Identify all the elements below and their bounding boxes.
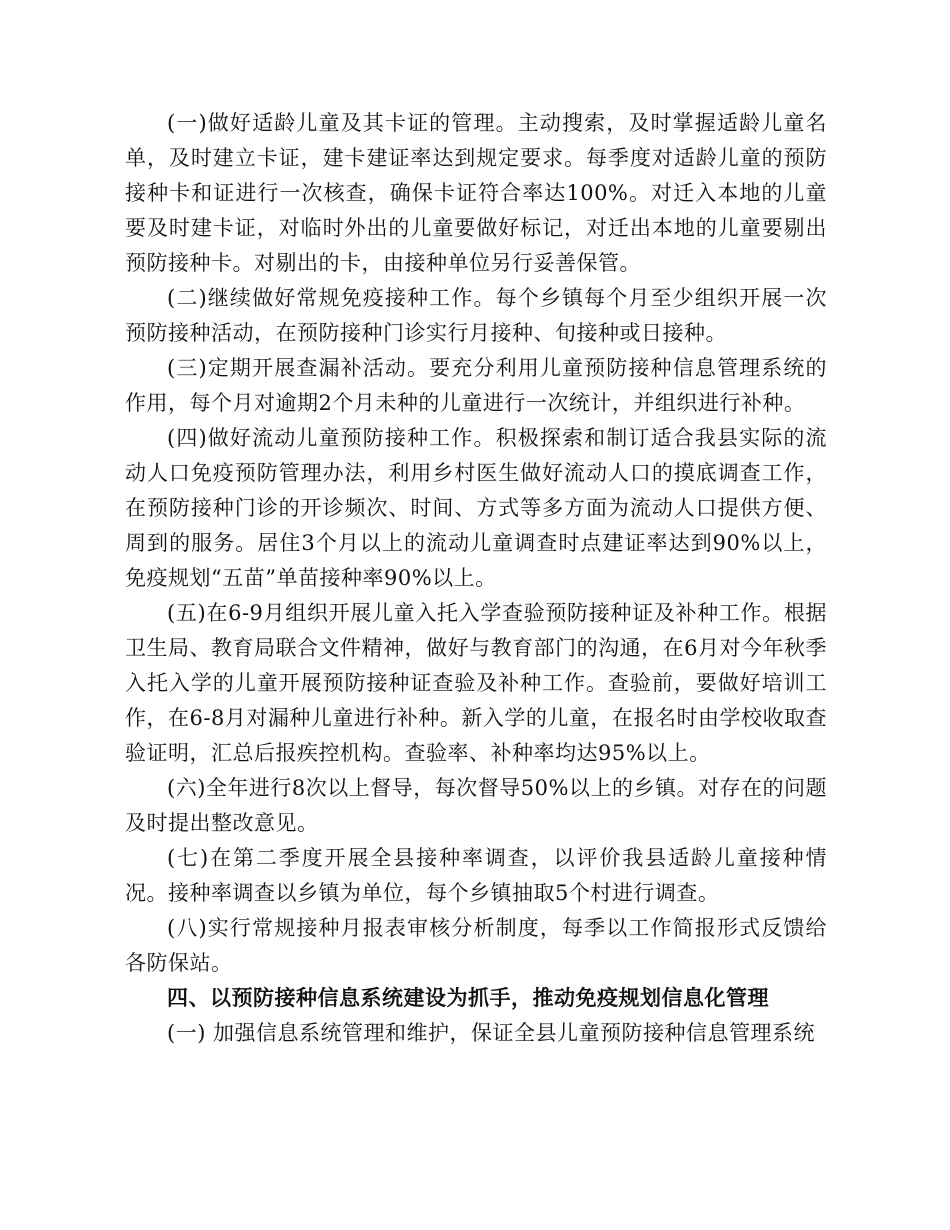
paragraph-3: (三)定期开展查漏补活动。要充分利用儿童预防接种信息管理系统的作用，每个月对逾期2个月未种的儿童进行一次统计，并组织进行补种。 — [125, 356, 827, 415]
final-paragraph: (一) 加强信息系统管理和维护，保证全县儿童预防接种信息管理系统 — [167, 1021, 816, 1045]
paragraph-8: (八)实行常规接种月报表审核分析制度，每季以工作简报形式反馈给各防保站。 — [125, 916, 827, 975]
paragraph-1: (一)做好适龄儿童及其卡证的管理。主动搜索，及时掌握适龄儿童名单，及时建立卡证，建卡建证率达到规定要求。每季度对适龄儿童的预防接种卡和证进行一次核查，确保卡证符合率达100%。对迁入本地的儿童要及时建卡证，对临时外出的儿童要做好标记，对迁出本地的儿童要剔出预防接种卡。对剔出的卡，由接种单位另行妥善保管。 — [125, 111, 827, 275]
paragraph-6: (六)全年进行8次以上督导，每次督导50%以上的乡镇。对存在的问题及时提出整改意见。 — [125, 776, 827, 835]
paragraph-2: (二)继续做好常规免疫接种工作。每个乡镇每个月至少组织开展一次预防接种活动，在预防接种门诊实行月接种、旬接种或日接种。 — [125, 286, 827, 345]
section-heading: 四、以预防接种信息系统建设为抓手，推动免疫规划信息化管理 — [167, 986, 769, 1010]
paragraph-7: (七)在第二季度开展全县接种率调查，以评价我县适龄儿童接种情况。接种率调查以乡镇为单位，每个乡镇抽取5个村进行调查。 — [125, 846, 827, 905]
document-page — [125, 106, 827, 1051]
paragraph-5: (五)在6-9月组织开展儿童入托入学查验预防接种证及补种工作。根据卫生局、教育局联合文件精神，做好与教育部门的沟通，在6月对今年秋季入托入学的儿童开展预防接种证查验及补种工作。查验前，要做好培训工作，在6-8月对漏种儿童进行补种。新入学的儿童，在报名时由学校收取查验证明，汇总后报疾控机构。查验率、补种率均达95%以上。 — [125, 601, 827, 765]
paragraph-4: (四)做好流动儿童预防接种工作。积极探索和制订适合我县实际的流动人口免疫预防管理办法，利用乡村医生做好流动人口的摸底调查工作，在预防接种门诊的开诊频次、时间、方式等多方面为流动人口提供方便、周到的服务。居住3个月以上的流动儿童调查时点建证率达到90%以上，免疫规划“五苗”单苗接种率90%以上。 — [125, 426, 827, 590]
